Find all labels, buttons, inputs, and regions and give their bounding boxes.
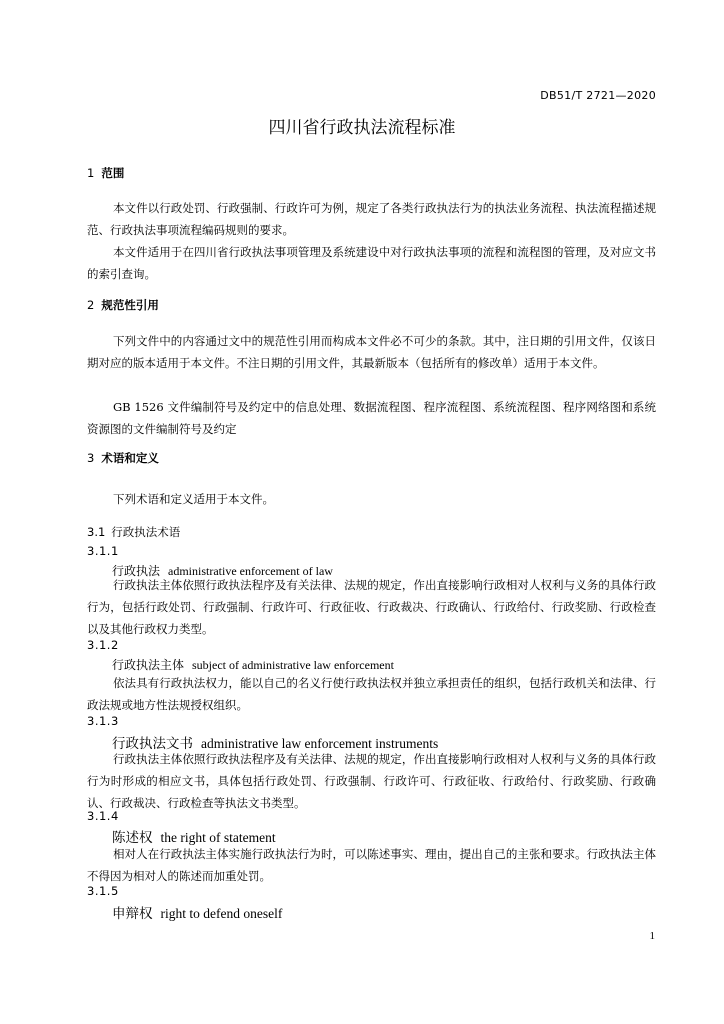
section-title: 范围 <box>101 166 125 180</box>
term-zh: 陈述权 <box>112 830 153 846</box>
subsection-title: 行政执法术语 <box>111 525 181 539</box>
section-number: 1 <box>87 166 95 180</box>
term-en: right to defend oneself <box>160 906 283 921</box>
section-3-paragraph-1: 下列术语和定义适用于本文件。 <box>113 492 274 506</box>
term-3-1-3-definition: 行政执法主体依照行政执法程序及有关法律、法规的规定，作出直接影响行政相对人权利与义务的具体行政行为时形成的相应文书，具体包括行政处罚、行政强制、行政许可、行政征收、行政给付、行政奖励、行政确认、行政裁决、行政检查等执法文书类型。 <box>87 752 656 810</box>
subsection-3-1-heading <box>87 524 180 540</box>
term-number: 3.1.3 <box>87 714 119 728</box>
term-en: the right of statement <box>160 830 276 845</box>
section-2-heading <box>87 297 159 313</box>
section-2-paragraph-1: 下列文件中的内容通过文中的规范性引用而构成本文件必不可少的条款。其中，注日期的引用文件，仅该日期对应的版本适用于本文件。不注日期的引用文件，其最新版本（包括所有的修改单）适用于本文件。 <box>87 334 656 370</box>
term-number: 3.1.1 <box>87 544 119 558</box>
section-1-heading <box>87 165 124 181</box>
page-title: 四川省行政执法流程标准 <box>268 118 456 138</box>
term-3-1-2-definition: 依法具有行政执法权力，能以自己的名义行使行政执法权并独立承担责任的组织，包括行政机关和法律、行政法规或地方性法规授权组织。 <box>87 676 656 712</box>
term-en: administrative enforcement of law <box>168 564 333 578</box>
section-title: 术语和定义 <box>101 451 159 465</box>
section-1-paragraph-1: 本文件以行政处罚、行政强制、行政许可为例，规定了各类行政执法行为的执法业务流程、执法流程描述规范、行政执法事项流程编码规则的要求。 <box>87 201 656 237</box>
subsection-number: 3.1 <box>87 525 106 539</box>
term-en: subject of administrative law enforcement <box>192 658 394 672</box>
standard-code: DB51/T 2721—2020 <box>540 89 656 102</box>
term-en: administrative law enforcement instruments <box>201 736 439 751</box>
term-zh: 行政执法 <box>112 564 161 578</box>
term-number: 3.1.4 <box>87 809 119 823</box>
term-3-1-5 <box>112 902 282 922</box>
section-2-paragraph-2: GB 1526 文件编制符号及约定中的信息处理、数据流程图、程序流程图、系统流程图、程序网络图和系统资源图的文件编制符号及约定 <box>87 400 656 436</box>
section-3-heading <box>87 450 159 466</box>
section-1-paragraph-2: 本文件适用于在四川省行政执法事项管理及系统建设中对行政执法事项的流程和流程图的管理，及对应文书的索引查询。 <box>87 245 656 281</box>
section-title: 规范性引用 <box>101 298 159 312</box>
section-number: 2 <box>87 298 95 312</box>
term-3-1-4-definition: 相对人在行政执法主体实施行政执法行为时，可以陈述事实、理由，提出自己的主张和要求。行政执法主体不得因为相对人的陈述而加重处罚。 <box>87 847 656 883</box>
term-zh: 行政执法文书 <box>112 736 193 752</box>
term-3-1-2 <box>112 656 394 673</box>
term-number: 3.1.5 <box>87 884 119 898</box>
term-zh: 申辩权 <box>112 906 153 922</box>
term-zh: 行政执法主体 <box>112 658 185 672</box>
term-number: 3.1.2 <box>87 638 119 652</box>
section-number: 3 <box>87 451 95 465</box>
page-number: 1 <box>649 930 655 942</box>
term-3-1-1-definition: 行政执法主体依照行政执法程序及有关法律、法规的规定，作出直接影响行政相对人权利与义务的具体行政行为，包括行政处罚、行政强制、行政许可、行政征收、行政裁决、行政确认、行政给付、行政奖励、行政检查以及其他行政权力类型。 <box>87 578 656 636</box>
